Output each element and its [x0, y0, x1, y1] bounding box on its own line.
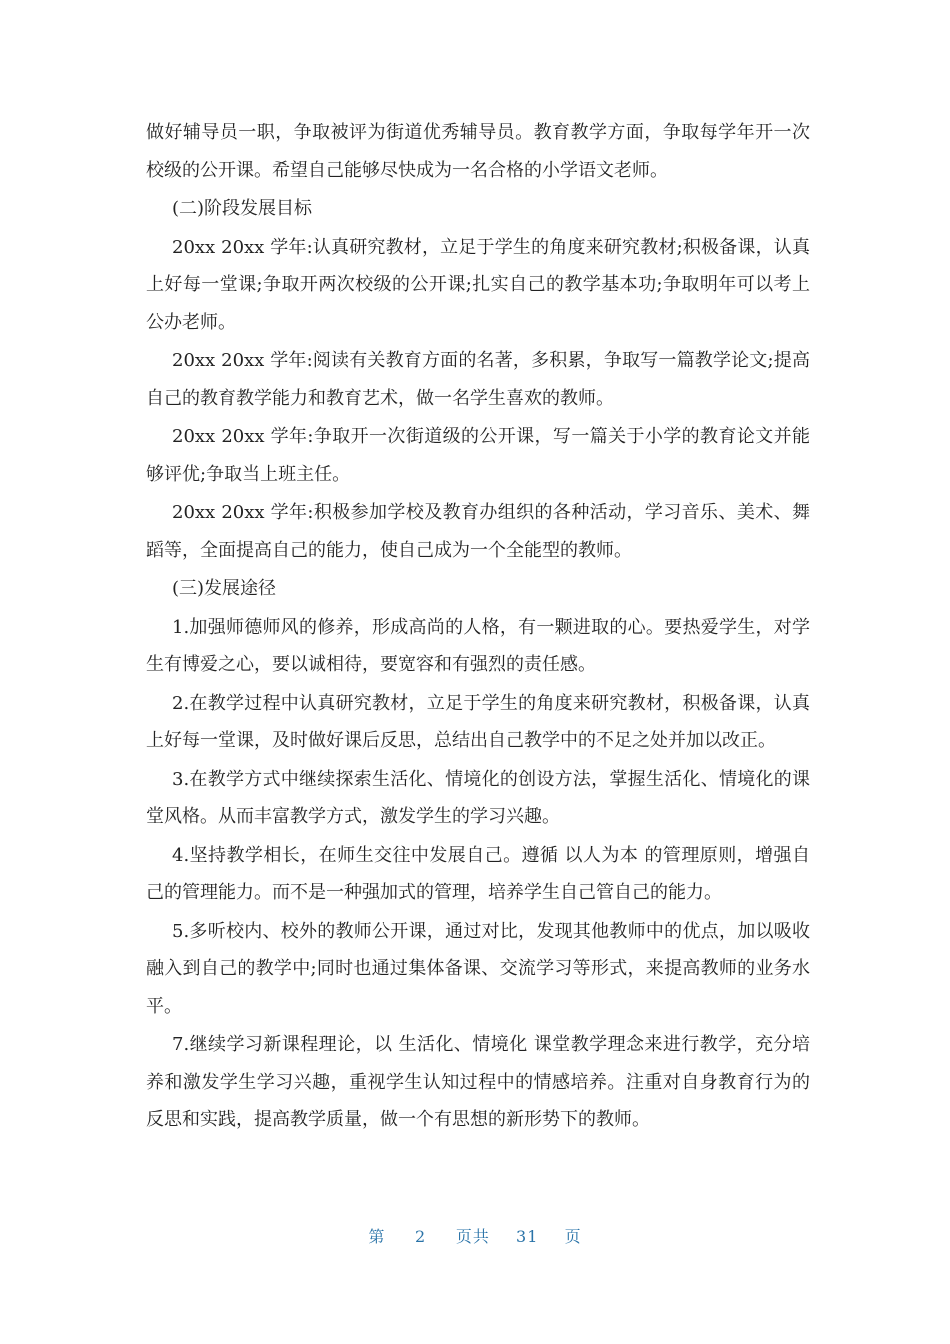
section-heading-development-path: (三)发展途径 [172, 578, 277, 599]
paragraph-year-goal-1: 20xx 20xx 学年:认真研究教材，立足于学生的角度来研究教材;积极备课，认真上好每一堂课;争取开两次校级的公开课;扎实自己的教学基本功;争取明年可以考上公办老师。 [146, 236, 810, 333]
paragraph-path-5: 5.多听校内、校外的教师公开课，通过对比，发现其他教师中的优点，加以吸收融入到自己的教学中;同时也通过集体备课、交流学习等形式，来提高教师的业务水平。 [146, 920, 810, 1017]
footer-suffix: 页 [564, 1227, 582, 1246]
paragraph-path-3: 3.在教学方式中继续探索生活化、情境化的创设方法，掌握生活化、情境化的课堂风格。从而丰富教学方式，激发学生的学习兴趣。 [146, 768, 810, 827]
section-heading-stage-goals: (二)阶段发展目标 [172, 198, 313, 219]
document-body [146, 114, 810, 1140]
footer-current-page: 2 [415, 1227, 427, 1246]
footer-prefix: 第 [368, 1227, 386, 1246]
paragraph-year-goal-4: 20xx 20xx 学年:积极参加学校及教育办组织的各种活动，学习音乐、美术、舞蹈等，全面提高自己的能力，使自己成为一个全能型的教师。 [146, 502, 810, 561]
paragraph-path-1: 1.加强师德师风的修养，形成高尚的人格，有一颗进取的心。要热爱学生，对学生有博爱之心，要以诚相待，要宽容和有强烈的责任感。 [146, 616, 810, 675]
paragraph-path-2: 2.在教学过程中认真研究教材，立足于学生的角度来研究教材，积极备课，认真上好每一堂课，及时做好课后反思，总结出自己教学中的不足之处并加以改正。 [146, 692, 810, 751]
paragraph-continuation: 做好辅导员一职，争取被评为街道优秀辅导员。教育教学方面，争取每学年开一次校级的公开课。希望自己能够尽快成为一名合格的小学语文老师。 [146, 122, 810, 181]
paragraph-year-goal-2: 20xx 20xx 学年:阅读有关教育方面的名著，多积累，争取写一篇教学论文;提高自己的教育教学能力和教育艺术，做一名学生喜欢的教师。 [146, 350, 810, 409]
page-footer [0, 1224, 950, 1247]
footer-middle: 页共 [455, 1227, 490, 1246]
paragraph-year-goal-3: 20xx 20xx 学年:争取开一次街道级的公开课，写一篇关于小学的教育论文并能够评优;争取当上班主任。 [146, 426, 810, 485]
paragraph-path-7: 7.继续学习新课程理论，以 生活化、情境化 课堂教学理念来进行教学，充分培养和激发学生学习兴趣，重视学生认知过程中的情感培养。注重对自身教育行为的反思和实践，提高教学质量，做一个有思想的新形势下的教师。 [146, 1034, 810, 1130]
paragraph-path-4: 4.坚持教学相长，在师生交往中发展自己。遵循 以人为本 的管理原则，增强自己的管理能力。而不是一种强加式的管理，培养学生自己管自己的能力。 [146, 844, 810, 903]
footer-total-pages: 31 [516, 1227, 539, 1246]
